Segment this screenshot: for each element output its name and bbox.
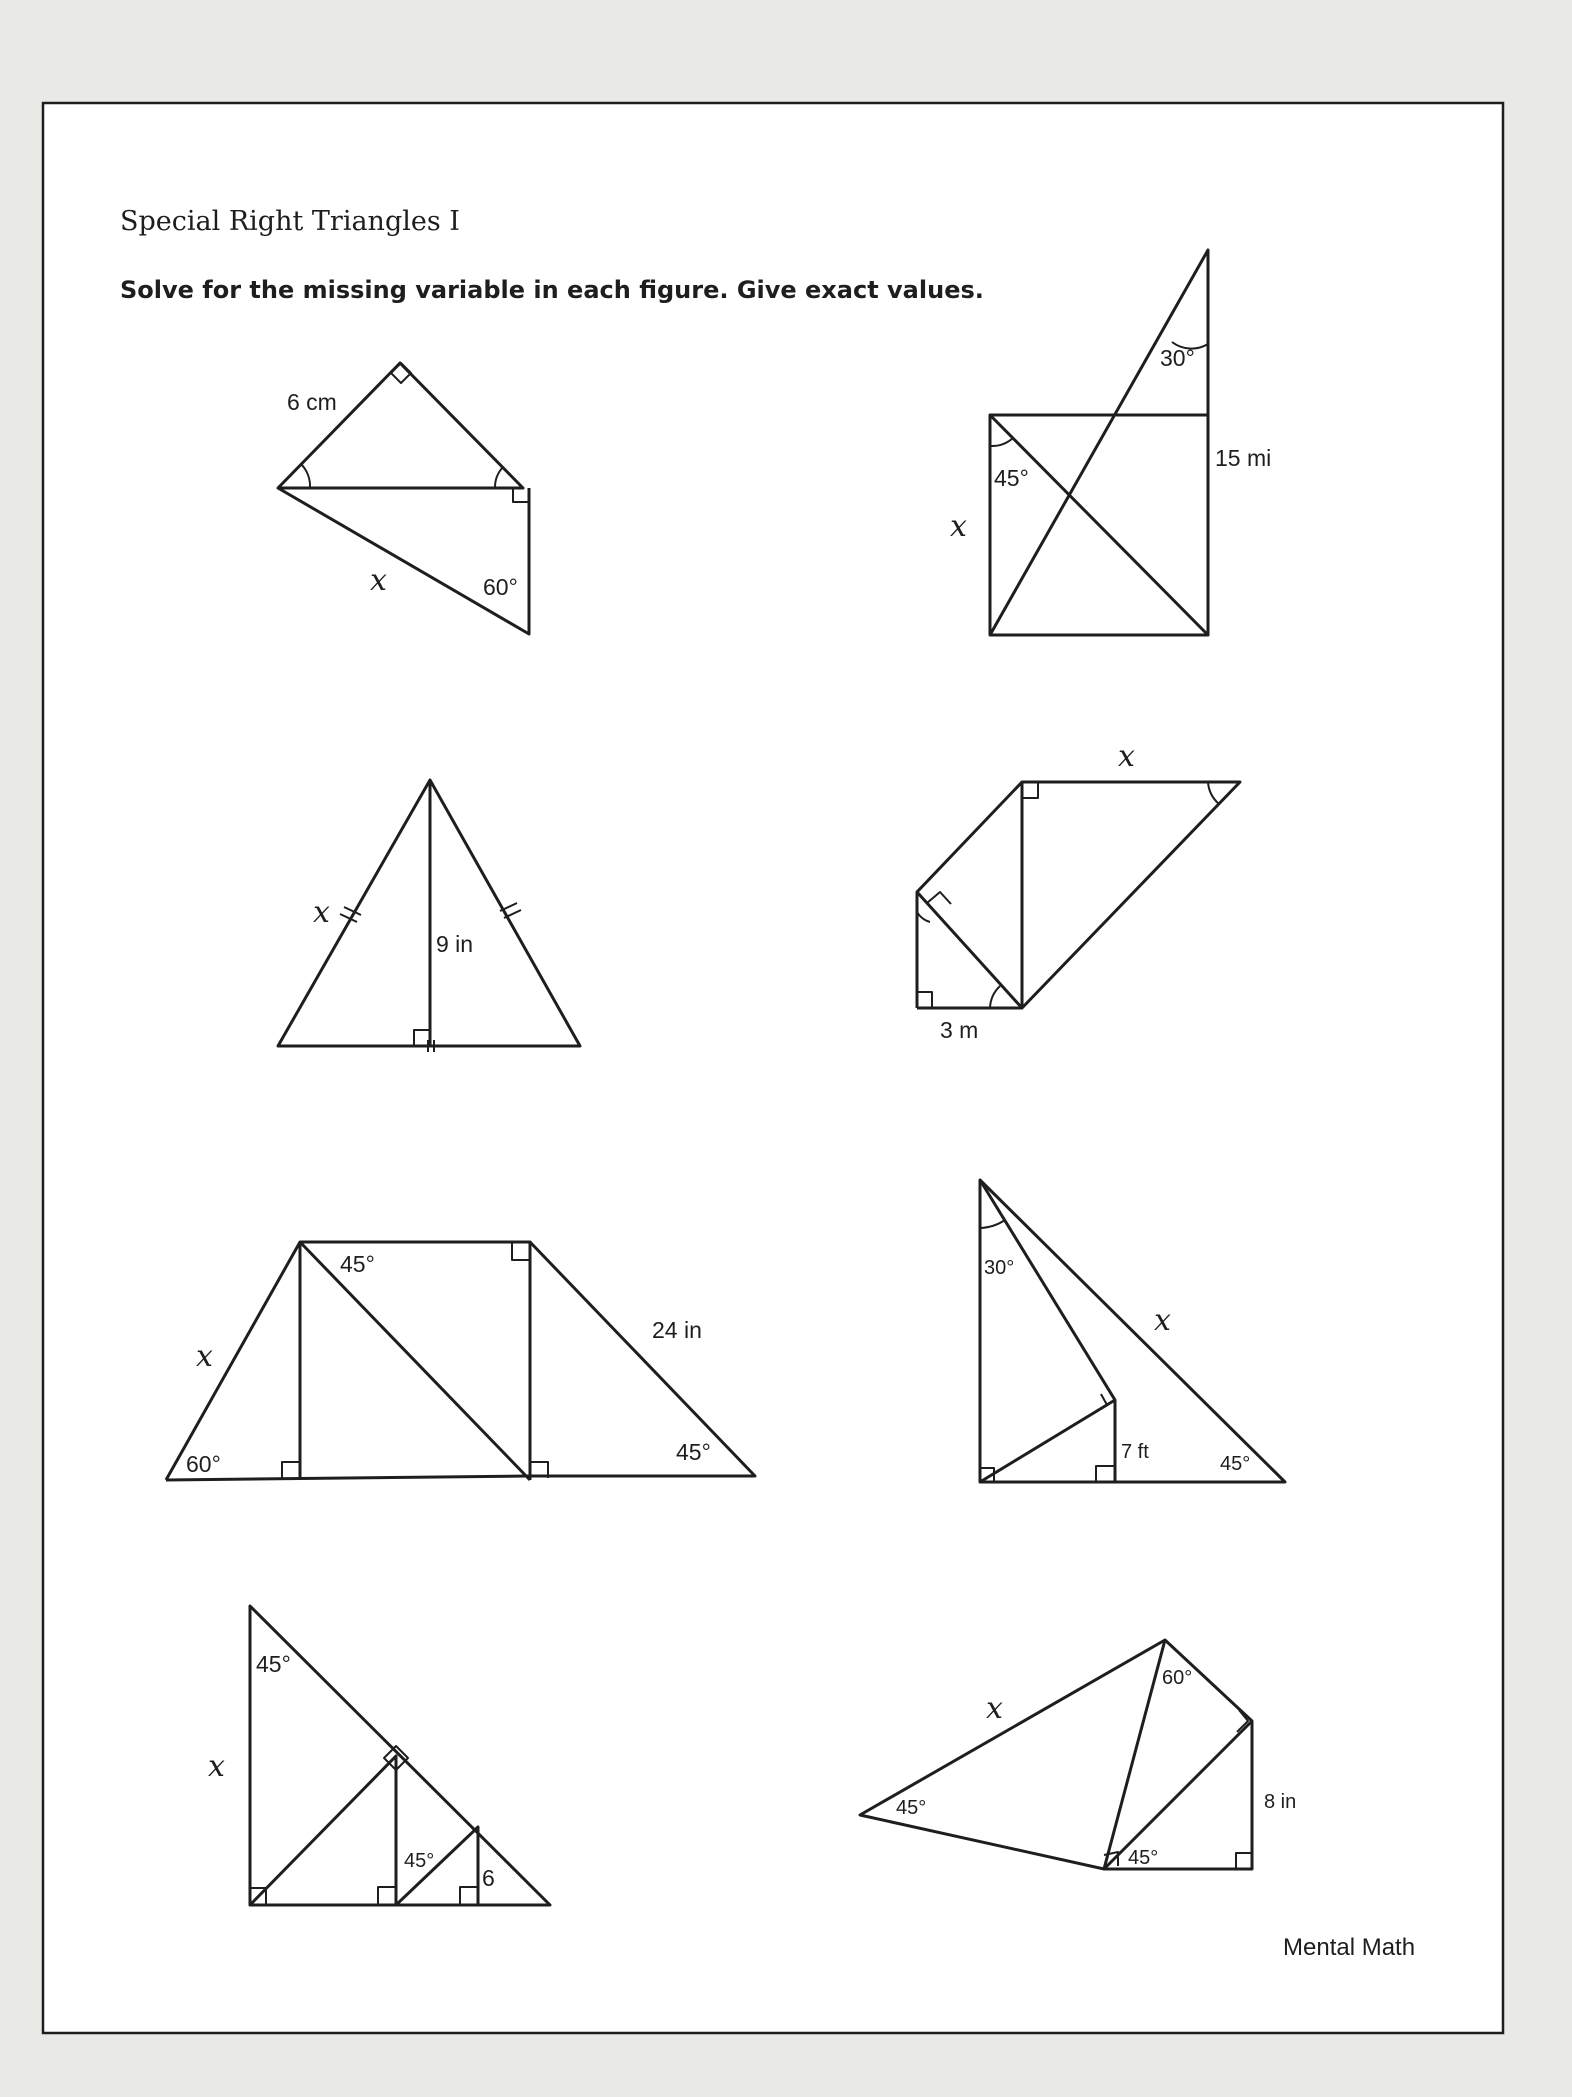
f5-angle-right-label: 45° xyxy=(676,1439,711,1465)
f7-var-label: x xyxy=(208,1749,225,1784)
f2-angle-top-label: 30° xyxy=(1160,345,1195,371)
f8-side-label: 8 in xyxy=(1264,1791,1297,1813)
f7-angle-small-label: 45° xyxy=(404,1850,435,1872)
f2-angle-left-label: 45° xyxy=(994,465,1029,491)
f8-angle-left-label: 45° xyxy=(896,1797,927,1819)
f5-var-label: x xyxy=(196,1339,213,1374)
f1-var-label: x xyxy=(370,563,387,598)
f4-var-label: x xyxy=(1118,739,1135,774)
f8-var-label: x xyxy=(986,1691,1003,1726)
f3-height-label: 9 in xyxy=(436,931,474,957)
f7-side-label: 6 xyxy=(482,1865,495,1891)
f2-var-label: x xyxy=(950,509,967,544)
f4-base-label: 3 m xyxy=(940,1017,979,1043)
worksheet-title: Special Right Triangles I xyxy=(120,206,460,237)
f6-angle-right-label: 45° xyxy=(1220,1453,1251,1475)
f8-angle-top-label: 60° xyxy=(1162,1667,1193,1689)
footer-mental-math: Mental Math xyxy=(1283,1934,1416,1961)
f7-angle-top-label: 45° xyxy=(256,1651,291,1677)
f3-var-label: x xyxy=(313,895,330,930)
f5-angle-left-label: 60° xyxy=(186,1451,221,1477)
f6-angle-top-label: 30° xyxy=(984,1257,1015,1279)
f1-angle-label: 60° xyxy=(483,574,518,600)
worksheet-instructions: Solve for the missing variable in each figure. Give exact values. xyxy=(120,276,984,304)
f5-side-label: 24 in xyxy=(652,1317,702,1343)
page-border xyxy=(43,103,1503,2033)
f1-side-label: 6 cm xyxy=(287,389,337,415)
f5-angle-top-label: 45° xyxy=(340,1251,375,1277)
f6-side-label: 7 ft xyxy=(1121,1441,1149,1463)
f6-var-label: x xyxy=(1154,1303,1171,1338)
f2-side-label: 15 mi xyxy=(1215,445,1272,471)
f8-angle-bottom-label: 45° xyxy=(1128,1847,1159,1869)
